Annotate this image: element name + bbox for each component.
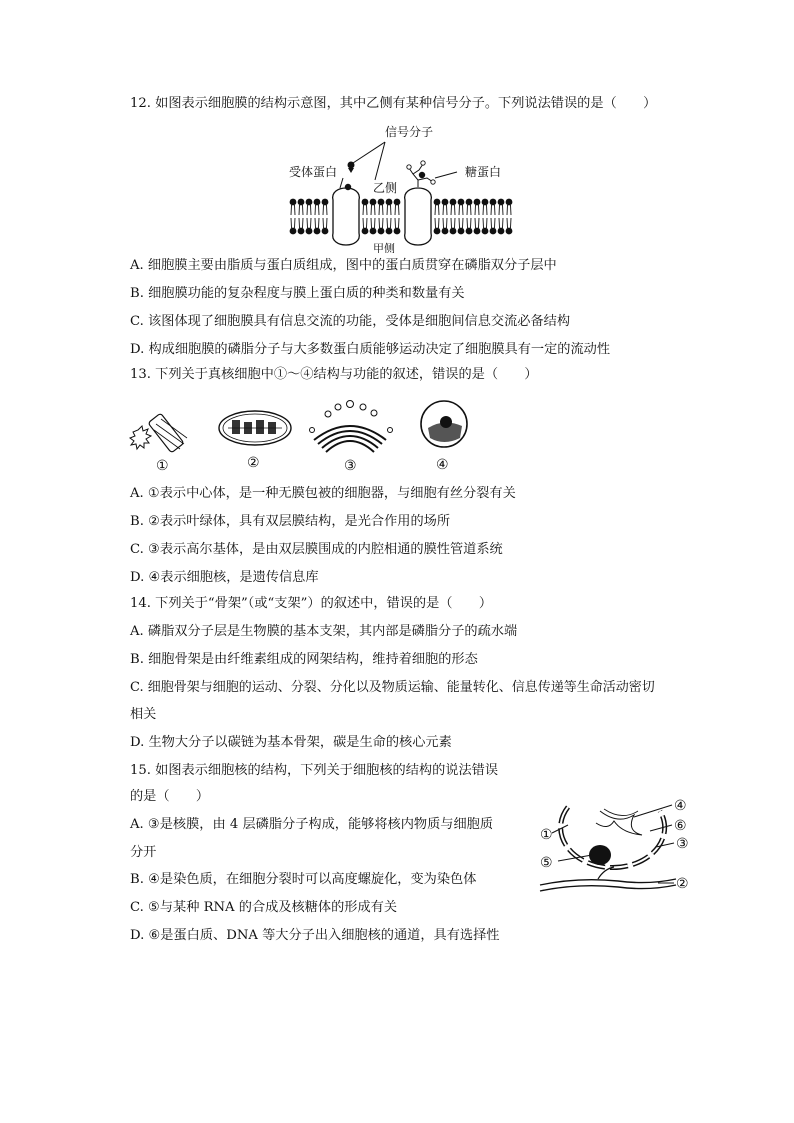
phospholipid-bilayer xyxy=(290,199,513,235)
lipid-head xyxy=(474,228,481,235)
q15-stem-line1: 15. 如图表示细胞核的结构，下列关于细胞核的结构的说法错误 xyxy=(130,763,499,778)
lipid-head xyxy=(298,228,305,235)
cell-membrane-figure xyxy=(285,118,520,253)
lipid-tail xyxy=(299,205,303,215)
lipid-head xyxy=(466,199,473,206)
q12-option-d: D. 构成细胞膜的磷脂分子与大多数蛋白质能够运动决定了细胞膜具有一定的流动性 xyxy=(130,342,611,357)
lipid-tail xyxy=(491,218,495,228)
glycoprotein xyxy=(405,188,432,245)
lipid-tail xyxy=(483,218,487,228)
lipid-tail xyxy=(363,205,367,215)
lipid-tail xyxy=(379,205,383,215)
q12-option-a: A. 细胞膜主要由脂质与蛋白质组成，图中的蛋白质贯穿在磷脂双分子层中 xyxy=(130,258,557,273)
lipid-head xyxy=(450,228,457,235)
q14-option-b: B. 细胞骨架是由纤维素组成的网架结构，维持着细胞的形态 xyxy=(130,652,478,667)
lipid-tail xyxy=(307,205,311,215)
lipid-head xyxy=(314,228,321,235)
lipid-tail xyxy=(467,205,471,215)
lipid-tail xyxy=(451,218,455,228)
q13-option-b: B. ②表示叶绿体，具有双层膜结构，是光合作用的场所 xyxy=(130,514,451,529)
endoplasmic-reticulum xyxy=(540,879,676,885)
lipid-tail xyxy=(491,205,495,215)
chromatin xyxy=(596,811,642,835)
lipid-tail xyxy=(507,205,511,215)
lipid-head xyxy=(362,228,369,235)
label-1: ① xyxy=(540,827,553,843)
q15-option-c: C. ⑤与某种 RNA 的合成及核糖体的形成有关 xyxy=(130,900,398,915)
lipid-head xyxy=(506,228,513,235)
lipid-tail xyxy=(387,205,391,215)
lipid-head xyxy=(314,199,321,206)
q14-option-d: D. 生物大分子以碳链为基本骨架，碳是生命的核心元素 xyxy=(130,735,452,750)
label-glycoprotein: 糖蛋白 xyxy=(465,165,502,179)
lipid-head xyxy=(394,228,401,235)
lipid-head xyxy=(290,228,297,235)
lipid-head xyxy=(386,199,393,206)
label-side-jia: 甲侧 xyxy=(373,242,395,253)
lipid-tail xyxy=(363,218,367,228)
lipid-head xyxy=(378,228,385,235)
lipid-head xyxy=(434,228,441,235)
nucleolus xyxy=(589,845,611,865)
label-3: ③ xyxy=(676,836,689,852)
lipid-tail xyxy=(379,218,383,228)
lipid-head xyxy=(490,199,497,206)
lipid-tail xyxy=(443,205,447,215)
lipid-head xyxy=(498,228,505,235)
lipid-tail xyxy=(507,218,511,228)
label-4: ④ xyxy=(674,798,687,814)
lipid-head xyxy=(458,228,465,235)
lipid-tail xyxy=(475,205,479,215)
lipid-head xyxy=(306,199,313,206)
lipid-tail xyxy=(499,218,503,228)
lipid-tail xyxy=(435,218,439,228)
lipid-head xyxy=(394,199,401,206)
receptor-protein xyxy=(333,188,360,245)
q15-option-a: A. ③是核膜，由 4 层磷脂分子构成，能够将核内物质与细胞质 xyxy=(130,817,494,832)
lipid-tail xyxy=(459,205,463,215)
q14-option-a: A. 磷脂双分子层是生物膜的基本支架，其内部是磷脂分子的疏水端 xyxy=(130,624,518,639)
lipid-tail xyxy=(451,205,455,215)
label-2: ② xyxy=(247,455,260,471)
lipid-head xyxy=(490,228,497,235)
lipid-head xyxy=(290,199,297,206)
lipid-tail xyxy=(395,218,399,228)
lipid-tail xyxy=(499,205,503,215)
lipid-head xyxy=(442,228,449,235)
lipid-head xyxy=(506,199,513,206)
label-6: ⑥ xyxy=(674,818,687,834)
q13-option-c: C. ③表示高尔基体，是由双层膜围成的内腔相通的膜性管道系统 xyxy=(130,542,503,557)
lipid-tail xyxy=(291,218,295,228)
lipid-head xyxy=(442,199,449,206)
label-side-yi: 乙侧 xyxy=(373,181,398,195)
lipid-head xyxy=(298,199,305,206)
lipid-head xyxy=(482,199,489,206)
nuclear-envelope xyxy=(561,807,665,868)
nucleus-drawing xyxy=(421,401,467,447)
q15-stem-line2: 的是（ ） xyxy=(130,789,210,804)
centrosome-drawing xyxy=(130,413,187,453)
label-signal-molecule: 信号分子 xyxy=(385,125,434,139)
lipid-tail xyxy=(323,218,327,228)
lipid-head xyxy=(362,199,369,206)
lipid-tail xyxy=(315,205,319,215)
organelles-figure xyxy=(128,392,478,476)
lipid-tail xyxy=(323,205,327,215)
lipid-tail xyxy=(371,218,375,228)
lipid-head xyxy=(434,199,441,206)
lipid-tail xyxy=(395,205,399,215)
lipid-head xyxy=(378,199,385,206)
q12-option-c: C. 该图体现了细胞膜具有信息交流的功能，受体是细胞间信息交流必备结构 xyxy=(130,314,571,329)
q14-option-c: C. 细胞骨架与细胞的运动、分裂、分化以及物质运输、能量转化、信息传递等生命活动密切 xyxy=(130,680,655,695)
lipid-head xyxy=(322,199,329,206)
q14-option-c-cont: 相关 xyxy=(130,707,157,722)
label-2: ② xyxy=(676,876,689,892)
lipid-head xyxy=(322,228,329,235)
label-3: ③ xyxy=(344,458,357,474)
lipid-head xyxy=(370,199,377,206)
q13-option-a: A. ①表示中心体，是一种无膜包被的细胞器，与细胞有丝分裂有关 xyxy=(130,486,516,501)
chloroplast-drawing xyxy=(219,411,291,445)
lipid-tail xyxy=(443,218,447,228)
lipid-tail xyxy=(467,218,471,228)
lipid-tail xyxy=(435,205,439,215)
lipid-tail xyxy=(483,205,487,215)
lipid-head xyxy=(386,228,393,235)
label-receptor-protein: 受体蛋白 xyxy=(289,165,338,179)
lipid-tail xyxy=(291,205,295,215)
lipid-tail xyxy=(475,218,479,228)
q12-stem: 12. 如图表示细胞膜的结构示意图，其中乙侧有某种信号分子。下列说法错误的是（ ） xyxy=(130,96,657,111)
q13-option-d: D. ④表示细胞核，是遗传信息库 xyxy=(130,570,319,585)
lipid-tail xyxy=(459,218,463,228)
lipid-tail xyxy=(299,218,303,228)
golgi-drawing xyxy=(310,401,393,453)
lipid-head xyxy=(450,199,457,206)
lipid-tail xyxy=(371,205,375,215)
q15-option-a-cont: 分开 xyxy=(130,845,157,860)
lipid-head xyxy=(482,228,489,235)
q12-option-b: B. 细胞膜功能的复杂程度与膜上蛋白质的种类和数量有关 xyxy=(130,286,465,301)
lipid-tail xyxy=(387,218,391,228)
q13-stem: 13. 下列关于真核细胞中①～④结构与功能的叙述，错误的是（ ） xyxy=(130,367,538,382)
lipid-head xyxy=(458,199,465,206)
lipid-head xyxy=(474,199,481,206)
q15-option-b: B. ④是染色质，在细胞分裂时可以高度螺旋化，变为染色体 xyxy=(130,872,477,887)
lipid-head xyxy=(370,228,377,235)
lipid-tail xyxy=(315,218,319,228)
lipid-tail xyxy=(307,218,311,228)
q15-option-d: D. ⑥是蛋白质、DNA 等大分子出入细胞核的通道，具有选择性 xyxy=(130,928,500,943)
label-4: ④ xyxy=(436,457,449,473)
q14-stem: 14. 下列关于“骨架”（或“支架”）的叙述中，错误的是（ ） xyxy=(130,596,493,611)
lipid-head xyxy=(498,199,505,206)
nucleus-structure-figure xyxy=(538,795,698,897)
lipid-head xyxy=(306,228,313,235)
label-5: ⑤ xyxy=(540,855,553,871)
lipid-head xyxy=(466,228,473,235)
label-1: ① xyxy=(156,458,169,474)
